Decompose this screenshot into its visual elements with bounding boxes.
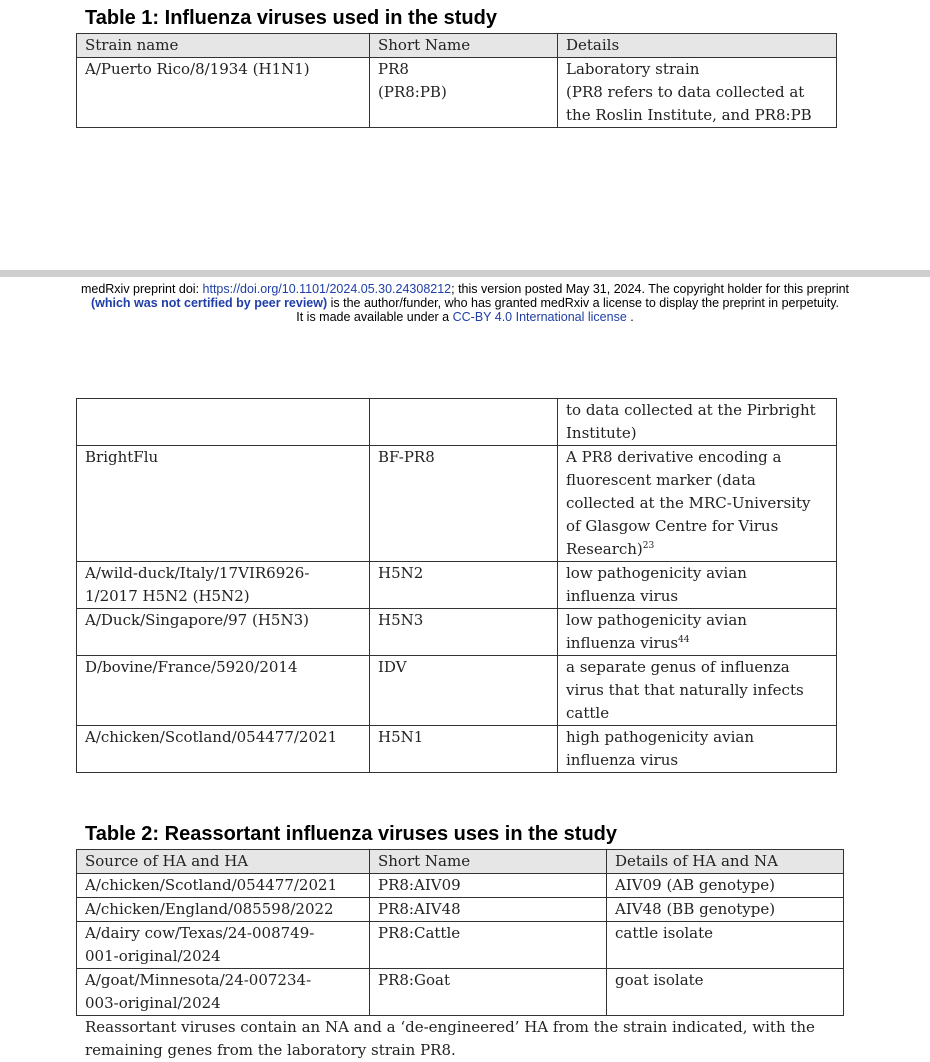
cell-line: 1/2017 H5N2 (H5N2): [85, 587, 250, 605]
doi-link[interactable]: https://doi.org/10.1101/2024.05.30.24308212: [202, 282, 452, 296]
table-row: [77, 726, 837, 773]
table-row: [77, 562, 837, 609]
header-cell: Source of HA and HA: [77, 850, 370, 874]
citation-superscript: 44: [678, 635, 690, 645]
cell-line: D/bovine/France/5920/2014: [85, 658, 298, 676]
banner-bold-text: (which was not certified by peer review): [90, 296, 328, 310]
details-cell: [558, 446, 837, 562]
source-cell: [77, 969, 370, 1016]
cell-line: A/Duck/Singapore/97 (H5N3): [85, 611, 309, 629]
cell-line: influenza virus: [566, 587, 679, 605]
short-name-cell: [370, 58, 558, 128]
cell-line: PR8: [378, 60, 409, 78]
source-cell: [77, 922, 370, 969]
table-row: [77, 609, 837, 656]
strain-cell: [77, 656, 370, 726]
cell-line: virus that that naturally infects: [566, 681, 804, 699]
cell-line: (PR8:PB): [378, 83, 447, 101]
short-name-cell: [370, 399, 558, 446]
cell-line: a separate genus of influenza: [566, 658, 790, 676]
preprint-banner: [0, 282, 930, 324]
banner-line-2: [0, 296, 930, 310]
table1: [76, 33, 837, 128]
source-cell: [77, 874, 370, 898]
cell-line: A/dairy cow/Texas/24-008749-: [85, 924, 315, 942]
cell-line: A/chicken/England/085598/2022: [85, 900, 334, 918]
strain-cell: [77, 446, 370, 562]
banner-text: medRxiv preprint doi:: [80, 282, 203, 296]
cell-line: to data collected at the Pirbright: [566, 401, 816, 419]
cell-text: Research): [566, 540, 643, 558]
header-cell: Details of HA and NA: [607, 850, 844, 874]
details-cell: goat isolate: [607, 969, 844, 1016]
short-name-cell: PR8:AIV09: [370, 874, 607, 898]
strain-cell: [77, 726, 370, 773]
table-row: [77, 922, 844, 969]
details-cell: [558, 399, 837, 446]
cell-line: high pathogenicity avian: [566, 728, 754, 746]
short-name-cell: H5N3: [370, 609, 558, 656]
cell-line: fluorescent marker (data: [566, 471, 756, 489]
short-name-cell: PR8:AIV48: [370, 898, 607, 922]
strain-cell: [77, 58, 370, 128]
strain-cell: [77, 399, 370, 446]
short-name-cell: PR8:Cattle: [370, 922, 607, 969]
cell-text: influenza virus: [566, 634, 679, 652]
cell-line: cattle: [566, 704, 610, 722]
cell-line: A/chicken/Scotland/054477/2021: [85, 876, 338, 894]
details-cell: [558, 58, 837, 128]
short-name-cell: IDV: [370, 656, 558, 726]
short-name-cell: BF-PR8: [370, 446, 558, 562]
table-row: [77, 656, 837, 726]
cell-line: the Roslin Institute, and PR8:PB: [566, 106, 812, 124]
header-cell: Short Name: [370, 850, 607, 874]
cell-line: collected at the MRC-University: [566, 494, 811, 512]
short-name-cell: H5N2: [370, 562, 558, 609]
license-link[interactable]: CC-BY 4.0 International license: [452, 310, 627, 324]
table2: [76, 849, 844, 1016]
header-cell: Details: [558, 34, 837, 58]
cell-line: 001-original/2024: [85, 947, 221, 965]
page-break: [0, 270, 930, 277]
cell-line: Laboratory strain: [566, 60, 700, 78]
short-name-cell: PR8:Goat: [370, 969, 607, 1016]
header-cell: Short Name: [370, 34, 558, 58]
banner-text: is the author/funder, who has granted medRxiv a license to display the preprint in perpetuity.: [327, 296, 840, 310]
short-name-cell: H5N1: [370, 726, 558, 773]
cell-text: A/Puerto Rico/8/1934 (H1N1): [85, 60, 310, 78]
cell-line: Institute): [566, 424, 637, 442]
banner-line-3: [0, 310, 930, 324]
table2-footnote: Reassortant viruses contain an NA and a ‘de-engineered’ HA from the strain indicated, with the: [85, 1018, 815, 1036]
strain-cell: [77, 562, 370, 609]
cell-line: [566, 538, 828, 561]
banner-text: .: [626, 310, 634, 324]
table-header-row: [77, 850, 844, 874]
cell-line: A/chicken/Scotland/054477/2021: [85, 728, 338, 746]
details-cell: AIV48 (BB genotype): [607, 898, 844, 922]
details-cell: [558, 656, 837, 726]
cell-line: low pathogenicity avian: [566, 564, 747, 582]
table-row: [77, 58, 837, 128]
banner-text: It is made available under a: [296, 310, 453, 324]
table-row: [77, 898, 844, 922]
banner-text: ; this version posted May 31, 2024. The copyright holder for this preprint: [451, 282, 850, 296]
cell-line: (PR8 refers to data collected at: [566, 83, 805, 101]
table2-footnote-continued: remaining genes from the laboratory strain PR8.: [85, 1041, 456, 1059]
table-row: [77, 874, 844, 898]
cell-line: A PR8 derivative encoding a: [566, 448, 782, 466]
cell-line: BrightFlu: [85, 448, 159, 466]
table-row: [77, 969, 844, 1016]
table-header-row: [77, 34, 837, 58]
details-cell: [558, 562, 837, 609]
details-cell: [558, 726, 837, 773]
details-cell: [558, 609, 837, 656]
table-row: [77, 399, 837, 446]
cell-line: of Glasgow Centre for Virus: [566, 517, 779, 535]
cell-line: [566, 632, 828, 655]
details-cell: AIV09 (AB genotype): [607, 874, 844, 898]
banner-line-1: [0, 282, 930, 296]
header-cell: Strain name: [77, 34, 370, 58]
cell-line: influenza virus: [566, 751, 679, 769]
cell-line: A/wild-duck/Italy/17VIR6926-: [85, 564, 310, 582]
details-cell: cattle isolate: [607, 922, 844, 969]
table1-caption: Table 1: Influenza viruses used in the study: [85, 7, 497, 29]
table-row: [77, 446, 837, 562]
table2-caption: Table 2: Reassortant influenza viruses uses in the study: [85, 823, 618, 845]
table1-continued: [76, 398, 837, 773]
source-cell: [77, 898, 370, 922]
cell-line: A/goat/Minnesota/24-007234-: [85, 971, 312, 989]
strain-cell: [77, 609, 370, 656]
citation-superscript: 23: [642, 541, 655, 551]
cell-line: low pathogenicity avian: [566, 611, 747, 629]
cell-line: 003-original/2024: [85, 994, 221, 1012]
